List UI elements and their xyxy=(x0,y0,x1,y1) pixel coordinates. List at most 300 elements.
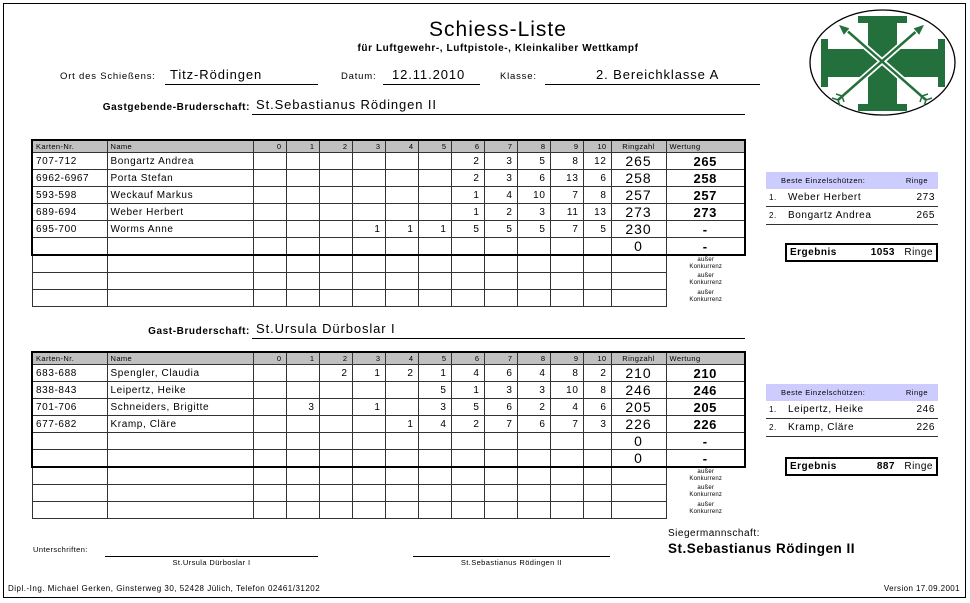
header-ring-3: 3 xyxy=(352,352,385,365)
ausser-konkurrenz-note: außer Konkurrenz xyxy=(689,469,723,482)
shooter-name-cell: Weckauf Markus xyxy=(107,187,253,204)
ring-0-hits-cell xyxy=(253,221,286,238)
host-team-name: St.Sebastianus Rödingen II xyxy=(256,97,437,112)
ring-10-hits-cell: 8 xyxy=(583,382,611,399)
ring-4-hits-cell xyxy=(385,399,418,416)
ring-9-hits-cell xyxy=(550,289,583,306)
ring-7-hits-cell: 6 xyxy=(484,399,517,416)
ring-3-hits-cell xyxy=(352,238,385,256)
ring-3-hits-cell xyxy=(352,272,385,289)
wertung-cell: 265 xyxy=(666,153,745,170)
ring-10-hits-cell xyxy=(583,467,611,484)
ring-8-hits-cell: 3 xyxy=(517,204,550,221)
ring-8-hits-cell xyxy=(517,272,550,289)
ring-8-hits-cell: 6 xyxy=(517,416,550,433)
ring-0-hits-cell xyxy=(253,484,286,501)
ring-2-hits-cell xyxy=(319,170,352,187)
header-ring-2: 2 xyxy=(319,352,352,365)
result-value: 1053 xyxy=(870,247,895,258)
shooter-name-cell: Weber Herbert xyxy=(107,204,253,221)
shooter-name-cell: Schneiders, Brigitte xyxy=(107,399,253,416)
ring-4-hits-cell xyxy=(385,170,418,187)
signature-line-left xyxy=(105,556,318,557)
header-ring-1: 1 xyxy=(286,352,319,365)
ring-0-hits-cell xyxy=(253,416,286,433)
ring-4-hits-cell xyxy=(385,433,418,450)
shooter-row xyxy=(32,399,745,416)
ring-2-hits-cell xyxy=(319,467,352,484)
card-number-cell: 701-706 xyxy=(32,399,107,416)
ring-1-hits-cell xyxy=(286,170,319,187)
wertung-cell xyxy=(666,484,745,501)
ring-8-hits-cell xyxy=(517,238,550,256)
winner-label: Siegermannschaft: xyxy=(668,528,760,539)
ring-10-hits-cell: 12 xyxy=(583,153,611,170)
ring-1-hits-cell xyxy=(286,416,319,433)
ring-8-hits-cell xyxy=(517,484,550,501)
ausser-konkurrenz-note: außer Konkurrenz xyxy=(689,502,723,515)
ring-8-hits-cell: 5 xyxy=(517,221,550,238)
shooter-name-cell xyxy=(107,467,253,484)
shooter-row xyxy=(32,450,745,468)
table-header-row xyxy=(32,352,745,365)
wertung-cell: - xyxy=(666,450,745,468)
ring-10-hits-cell: 3 xyxy=(583,416,611,433)
shooter-name-cell xyxy=(107,272,253,289)
ringzahl-cell xyxy=(611,272,666,289)
ring-0-hits-cell xyxy=(253,289,286,306)
best-shooter-ringe: 265 xyxy=(916,210,935,221)
ring-4-hits-cell xyxy=(385,450,418,468)
ring-3-hits-cell xyxy=(352,289,385,306)
best-shooter-name: Weber Herbert xyxy=(788,192,862,203)
wertung-cell xyxy=(666,467,745,484)
ring-1-hits-cell xyxy=(286,501,319,518)
ring-4-hits-cell xyxy=(385,382,418,399)
shooter-name-cell xyxy=(107,289,253,306)
wertung-cell: 205 xyxy=(666,399,745,416)
header-ring-10: 10 xyxy=(583,140,611,153)
ring-1-hits-cell xyxy=(286,365,319,382)
ring-2-hits-cell xyxy=(319,238,352,256)
best-shooter-name: Bongartz Andrea xyxy=(788,210,872,221)
shooter-row xyxy=(32,416,745,433)
card-number-cell xyxy=(32,450,107,468)
ring-6-hits-cell xyxy=(451,433,484,450)
ring-2-hits-cell xyxy=(319,255,352,272)
ring-1-hits-cell: 3 xyxy=(286,399,319,416)
ring-9-hits-cell: 4 xyxy=(550,399,583,416)
ringzahl-cell: 246 xyxy=(611,382,666,399)
best-shooter-row xyxy=(766,207,938,225)
ring-4-hits-cell xyxy=(385,289,418,306)
klasse-value: 2. Bereichklasse A xyxy=(596,67,720,82)
ring-9-hits-cell: 7 xyxy=(550,221,583,238)
ring-6-hits-cell: 2 xyxy=(451,170,484,187)
ring-1-hits-cell xyxy=(286,153,319,170)
header-card-number: Karten-Nr. xyxy=(32,140,107,153)
header-wertung: Wertung xyxy=(666,140,745,153)
ring-10-hits-cell: 5 xyxy=(583,221,611,238)
wertung-cell: - xyxy=(666,221,745,238)
ring-4-hits-cell: 1 xyxy=(385,221,418,238)
datum-label: Datum: xyxy=(341,71,377,82)
ring-5-hits-cell xyxy=(418,238,451,256)
header-ring-5: 5 xyxy=(418,140,451,153)
ring-5-hits-cell xyxy=(418,187,451,204)
ring-10-hits-cell: 6 xyxy=(583,170,611,187)
ring-3-hits-cell xyxy=(352,501,385,518)
ring-3-hits-cell xyxy=(352,450,385,468)
ring-9-hits-cell: 7 xyxy=(550,187,583,204)
shooter-name-cell xyxy=(107,238,253,256)
card-number-cell: 593-598 xyxy=(32,187,107,204)
ring-0-hits-cell xyxy=(253,467,286,484)
card-number-cell: 677-682 xyxy=(32,416,107,433)
ring-10-hits-cell xyxy=(583,484,611,501)
header-name: Name xyxy=(107,352,253,365)
ring-7-hits-cell xyxy=(484,433,517,450)
shooter-row xyxy=(32,204,745,221)
shooter-name-cell xyxy=(107,255,253,272)
ring-9-hits-cell xyxy=(550,501,583,518)
wertung-cell: 246 xyxy=(666,382,745,399)
wertung-cell: - xyxy=(666,238,745,256)
card-number-cell xyxy=(32,467,107,484)
wertung-cell: 257 xyxy=(666,187,745,204)
ring-8-hits-cell xyxy=(517,501,550,518)
card-number-cell: 695-700 xyxy=(32,221,107,238)
guest-team-name: St.Ursula Dürboslar I xyxy=(256,321,396,336)
signatures-label: Unterschriften: xyxy=(33,545,88,554)
ring-2-hits-cell xyxy=(319,399,352,416)
ring-9-hits-cell: 11 xyxy=(550,204,583,221)
ring-7-hits-cell xyxy=(484,501,517,518)
extra-shooter-row xyxy=(32,255,745,272)
best-shooter-rank: 1. xyxy=(769,193,777,202)
card-number-cell: 838-843 xyxy=(32,382,107,399)
header-ring-0: 0 xyxy=(253,352,286,365)
ring-9-hits-cell xyxy=(550,450,583,468)
best-shooter-row xyxy=(766,419,938,437)
best-shooter-rank: 2. xyxy=(769,423,777,432)
guest-result-box xyxy=(785,457,938,476)
best-shooter-ringe: 273 xyxy=(916,192,935,203)
wertung-cell xyxy=(666,501,745,518)
ring-3-hits-cell: 1 xyxy=(352,365,385,382)
ring-6-hits-cell xyxy=(451,501,484,518)
ring-0-hits-cell xyxy=(253,170,286,187)
ring-3-hits-cell xyxy=(352,467,385,484)
header-wertung: Wertung xyxy=(666,352,745,365)
signature-name-left: St.Ursula Dürboslar I xyxy=(172,558,251,567)
ring-1-hits-cell xyxy=(286,484,319,501)
ring-2-hits-cell xyxy=(319,289,352,306)
ring-6-hits-cell: 1 xyxy=(451,187,484,204)
ring-10-hits-cell xyxy=(583,272,611,289)
ring-10-hits-cell: 8 xyxy=(583,187,611,204)
host-team-underline xyxy=(252,114,745,115)
wertung-cell xyxy=(666,272,745,289)
ring-4-hits-cell xyxy=(385,484,418,501)
ring-7-hits-cell: 3 xyxy=(484,382,517,399)
ring-6-hits-cell: 4 xyxy=(451,365,484,382)
wertung-cell xyxy=(666,255,745,272)
ring-7-hits-cell xyxy=(484,289,517,306)
ring-1-hits-cell xyxy=(286,433,319,450)
ring-8-hits-cell xyxy=(517,467,550,484)
ringzahl-cell xyxy=(611,484,666,501)
ring-8-hits-cell xyxy=(517,289,550,306)
shooter-name-cell xyxy=(107,501,253,518)
shooter-name-cell xyxy=(107,450,253,468)
ring-10-hits-cell xyxy=(583,289,611,306)
ring-1-hits-cell xyxy=(286,255,319,272)
guest-score-table xyxy=(31,351,746,519)
ringzahl-cell: 257 xyxy=(611,187,666,204)
ringzahl-cell: 265 xyxy=(611,153,666,170)
ring-5-hits-cell xyxy=(418,170,451,187)
header-ringzahl: Ringzahl xyxy=(611,352,666,365)
ort-value: Titz-Rödingen xyxy=(170,67,263,82)
extra-shooter-row xyxy=(32,467,745,484)
ring-4-hits-cell xyxy=(385,187,418,204)
ring-4-hits-cell xyxy=(385,238,418,256)
ring-7-hits-cell xyxy=(484,450,517,468)
ausser-konkurrenz-note: außer Konkurrenz xyxy=(689,290,723,303)
card-number-cell xyxy=(32,238,107,256)
header-ring-8: 8 xyxy=(517,140,550,153)
ring-1-hits-cell xyxy=(286,467,319,484)
ringzahl-cell xyxy=(611,289,666,306)
ringzahl-cell: 226 xyxy=(611,416,666,433)
ring-5-hits-cell xyxy=(418,484,451,501)
ring-9-hits-cell: 7 xyxy=(550,416,583,433)
ring-4-hits-cell xyxy=(385,204,418,221)
header-ring-6: 6 xyxy=(451,140,484,153)
ring-3-hits-cell xyxy=(352,170,385,187)
ring-4-hits-cell xyxy=(385,153,418,170)
ring-5-hits-cell xyxy=(418,450,451,468)
ringzahl-cell xyxy=(611,255,666,272)
ring-10-hits-cell xyxy=(583,238,611,256)
header-ring-0: 0 xyxy=(253,140,286,153)
best-shooters-header xyxy=(766,384,938,401)
ring-9-hits-cell: 13 xyxy=(550,170,583,187)
ring-9-hits-cell xyxy=(550,484,583,501)
ring-5-hits-cell xyxy=(418,204,451,221)
ring-2-hits-cell xyxy=(319,382,352,399)
result-label: Ergebnis xyxy=(790,247,837,258)
wertung-cell: 273 xyxy=(666,204,745,221)
shooter-name-cell: Porta Stefan xyxy=(107,170,253,187)
card-number-cell: 707-712 xyxy=(32,153,107,170)
ringzahl-cell: 205 xyxy=(611,399,666,416)
ring-8-hits-cell: 3 xyxy=(517,382,550,399)
ring-3-hits-cell xyxy=(352,382,385,399)
ring-9-hits-cell xyxy=(550,255,583,272)
guest-team-underline xyxy=(252,338,745,339)
ring-7-hits-cell xyxy=(484,484,517,501)
ring-1-hits-cell xyxy=(286,450,319,468)
ring-1-hits-cell xyxy=(286,272,319,289)
header-ring-10: 10 xyxy=(583,352,611,365)
ring-2-hits-cell xyxy=(319,272,352,289)
ring-5-hits-cell xyxy=(418,501,451,518)
ring-6-hits-cell xyxy=(451,272,484,289)
ring-6-hits-cell xyxy=(451,289,484,306)
ring-7-hits-cell: 4 xyxy=(484,187,517,204)
ring-4-hits-cell: 2 xyxy=(385,365,418,382)
result-unit: Ringe xyxy=(904,461,933,472)
extra-shooter-row xyxy=(32,289,745,306)
card-number-cell xyxy=(32,289,107,306)
ring-1-hits-cell xyxy=(286,382,319,399)
extra-shooter-row xyxy=(32,484,745,501)
ring-1-hits-cell xyxy=(286,221,319,238)
best-shooter-row xyxy=(766,189,938,207)
ring-0-hits-cell xyxy=(253,365,286,382)
ring-4-hits-cell xyxy=(385,255,418,272)
ring-7-hits-cell xyxy=(484,238,517,256)
result-unit: Ringe xyxy=(904,247,933,258)
ring-4-hits-cell xyxy=(385,272,418,289)
ring-5-hits-cell: 4 xyxy=(418,416,451,433)
result-label: Ergebnis xyxy=(790,461,837,472)
card-number-cell xyxy=(32,433,107,450)
ring-6-hits-cell xyxy=(451,238,484,256)
signature-name-right: St.Sebastianus Rödingen II xyxy=(460,558,563,567)
header-ringzahl: Ringzahl xyxy=(611,140,666,153)
winner-name: St.Sebastianus Rödingen II xyxy=(668,541,856,556)
ring-6-hits-cell: 2 xyxy=(451,153,484,170)
ausser-konkurrenz-note: außer Konkurrenz xyxy=(689,485,723,498)
ring-0-hits-cell xyxy=(253,153,286,170)
ring-4-hits-cell xyxy=(385,501,418,518)
table-header-row xyxy=(32,140,745,153)
ring-7-hits-cell: 7 xyxy=(484,416,517,433)
ring-4-hits-cell: 1 xyxy=(385,416,418,433)
host-result-box xyxy=(785,243,938,262)
header-ring-5: 5 xyxy=(418,352,451,365)
ring-3-hits-cell xyxy=(352,187,385,204)
ring-5-hits-cell: 1 xyxy=(418,365,451,382)
ring-4-hits-cell xyxy=(385,467,418,484)
ring-2-hits-cell xyxy=(319,204,352,221)
best-shooter-name: Leipertz, Heike xyxy=(788,404,864,415)
ring-0-hits-cell xyxy=(253,399,286,416)
ringzahl-cell xyxy=(611,467,666,484)
card-number-cell: 6962-6967 xyxy=(32,170,107,187)
ringzahl-cell: 0 xyxy=(611,433,666,450)
shooter-row xyxy=(32,382,745,399)
extra-shooter-row xyxy=(32,272,745,289)
ring-8-hits-cell: 4 xyxy=(517,365,550,382)
ring-7-hits-cell: 5 xyxy=(484,221,517,238)
ring-2-hits-cell xyxy=(319,416,352,433)
ring-7-hits-cell: 3 xyxy=(484,170,517,187)
ring-3-hits-cell xyxy=(352,433,385,450)
ort-underline xyxy=(165,84,318,85)
best-shooter-row xyxy=(766,401,938,419)
datum-value: 12.11.2010 xyxy=(392,67,466,82)
ring-5-hits-cell xyxy=(418,255,451,272)
header-ring-1: 1 xyxy=(286,140,319,153)
best-shooter-ringe: 226 xyxy=(916,422,935,433)
ring-0-hits-cell xyxy=(253,204,286,221)
wertung-cell: 258 xyxy=(666,170,745,187)
ringzahl-cell: 0 xyxy=(611,238,666,256)
header-ring-9: 9 xyxy=(550,140,583,153)
ring-0-hits-cell xyxy=(253,382,286,399)
ring-8-hits-cell xyxy=(517,433,550,450)
ring-8-hits-cell xyxy=(517,450,550,468)
card-number-cell xyxy=(32,484,107,501)
ring-6-hits-cell xyxy=(451,450,484,468)
shooter-name-cell: Spengler, Claudia xyxy=(107,365,253,382)
card-number-cell: 683-688 xyxy=(32,365,107,382)
ring-2-hits-cell xyxy=(319,187,352,204)
header-ring-3: 3 xyxy=(352,140,385,153)
ring-5-hits-cell xyxy=(418,289,451,306)
ring-9-hits-cell: 10 xyxy=(550,382,583,399)
best-shooter-name: Kramp, Cläre xyxy=(788,422,855,433)
guest-team-label: Gast-Bruderschaft: xyxy=(148,326,250,337)
ring-8-hits-cell: 2 xyxy=(517,399,550,416)
ringzahl-cell: 258 xyxy=(611,170,666,187)
ring-6-hits-cell xyxy=(451,484,484,501)
ring-2-hits-cell xyxy=(319,433,352,450)
host-best-shooters xyxy=(766,172,938,225)
shooter-name-cell xyxy=(107,433,253,450)
ring-0-hits-cell xyxy=(253,187,286,204)
extra-shooter-row xyxy=(32,501,745,518)
header-ring-4: 4 xyxy=(385,140,418,153)
shooter-name-cell: Leipertz, Heike xyxy=(107,382,253,399)
best-shooter-rank: 1. xyxy=(769,405,777,414)
card-number-cell xyxy=(32,501,107,518)
ring-3-hits-cell: 1 xyxy=(352,399,385,416)
header-ring-9: 9 xyxy=(550,352,583,365)
ring-3-hits-cell xyxy=(352,204,385,221)
ring-10-hits-cell xyxy=(583,501,611,518)
ring-2-hits-cell xyxy=(319,484,352,501)
header-ring-2: 2 xyxy=(319,140,352,153)
header-card-number: Karten-Nr. xyxy=(32,352,107,365)
ring-10-hits-cell: 6 xyxy=(583,399,611,416)
host-team-label: Gastgebende-Bruderschaft: xyxy=(102,102,250,113)
best-shooter-rank: 2. xyxy=(769,211,777,220)
ring-8-hits-cell xyxy=(517,255,550,272)
ring-3-hits-cell xyxy=(352,416,385,433)
wertung-cell: 210 xyxy=(666,365,745,382)
ring-7-hits-cell: 3 xyxy=(484,153,517,170)
header-ring-4: 4 xyxy=(385,352,418,365)
wertung-cell: - xyxy=(666,433,745,450)
ring-0-hits-cell xyxy=(253,433,286,450)
ring-9-hits-cell: 8 xyxy=(550,365,583,382)
klasse-underline xyxy=(545,84,760,85)
ring-6-hits-cell: 1 xyxy=(451,204,484,221)
signature-line-right xyxy=(413,556,610,557)
shooter-row xyxy=(32,187,745,204)
ring-2-hits-cell xyxy=(319,221,352,238)
datum-underline xyxy=(383,84,480,85)
header-ring-8: 8 xyxy=(517,352,550,365)
ring-5-hits-cell xyxy=(418,153,451,170)
ring-3-hits-cell xyxy=(352,255,385,272)
card-number-cell xyxy=(32,272,107,289)
